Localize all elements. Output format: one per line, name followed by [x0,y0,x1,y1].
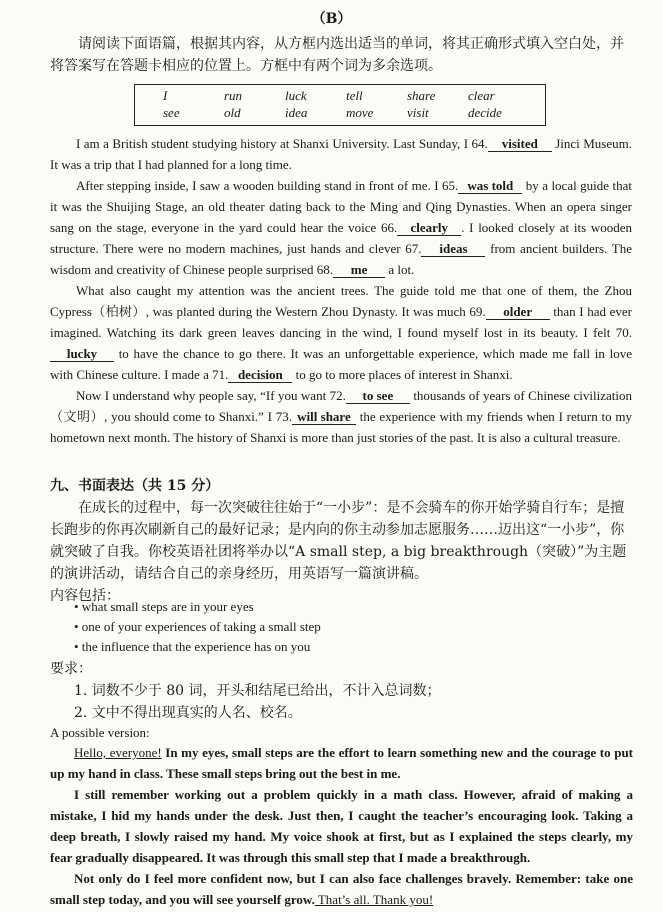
passage-text: I am a British student studying history at Shanxi University. Last Sunday, I 64. [76,136,488,151]
bullet-item: • the influence that the experience has on you [74,639,311,654]
word-option: luck [285,87,307,103]
essay-text: Not only do I feel more confident now, but I can also face challenges bravely. Remember: take one small step today, and you will see yourself grow. [50,871,633,907]
passage-text: a lot. [385,262,415,277]
answer-66: clearly [397,220,461,236]
answer-67: ideas [421,241,485,257]
word-option: decide [468,104,502,120]
passage-text: to go to more places of interest in Shanxi. [292,367,513,382]
model-essay [50,742,633,910]
passage-text: thousands of years of Chinese civilization（文明）, you should come to Shanxi.” I 73. [50,388,632,424]
essay-closing: That’s all. Thank you! [314,892,434,907]
passage-text: the experience with my friends when I return to my hometown next month. The history of Shanxi is more than just stories of the past. It is also a cultural treasure. [50,409,632,445]
answer-70: lucky [50,346,114,362]
word-option: I [163,87,168,103]
passage-text: What also caught my attention was the ancient trees. The guide told me that one of them, the Zhou Cypress（柏树）, was planted during the Western Zhou Dynasty. It was much 69. [50,283,632,319]
prompt-text: 在成长的过程中，每一次突破往往始于“一小步”：是不会骑车的你开始学骑自行车；是擅长跑步的你再次刷新自己的最好记录；是内向的你主动参加志愿服务……迈出这“一小步”，你就突破了自我。你校英语社团将举办以“A small step, a big breakthrough（突破）”为主题的演讲活动，请结合自己的亲身经历，用英语写一篇演讲稿。 [50,500,627,582]
section-heading: （B） [311,11,352,27]
passage-paragraph [50,385,632,448]
answer-65: was told [458,178,522,194]
word-option: move [346,104,374,120]
word-option: run [224,87,243,103]
essay-opening: Hello, everyone! [74,745,162,760]
requirement-item: 2. 文中不得出现真实的人名、校名。 [74,705,302,721]
word-box [134,84,546,126]
possible-version-label: A possible version: [50,725,150,740]
passage-paragraph [50,175,632,280]
passage-text: Now I understand why people say, “If you want 72. [76,388,346,403]
word-option: visit [407,104,429,120]
essay-paragraph [50,868,633,910]
word-option: clear [468,87,495,103]
answer-73: will share [292,409,356,425]
essay-paragraph: I still remember working out a problem quickly in a math class. However, afraid of making a mistake, I hid my hands under the desk. Just then, I caught the teacher’s encouraging look. Taking a deep breath, I slowly raised my hand. My voice shook at first, but as I explained the steps clearly, my fear gradually disappeared. It was through this small step that I made a breakthrough. [50,787,633,865]
answer-71: decision [228,367,292,383]
requirements [50,658,441,724]
passage-paragraph [50,133,632,175]
passage-text: by a local guide that it was the Shuijing Stage, an old theater dating back to the Ming and Qing Dynasties. When an opera singer sang on the stage, everyone in the yard could hear the voice 66. [50,178,632,235]
passage-text: After stepping inside, I saw a wooden building stand in front of me. I 65. [76,178,459,193]
answer-64: visited [488,136,552,152]
content-bullets [74,597,321,657]
task-instruction: 请阅读下面语篇，根据其内容，从方框内选出适当的单词，将其正确形式填入空白处，并将答案写在答题卡相应的位置上。方框中有两个词为多余选项。 [50,36,624,74]
word-option: tell [346,87,363,103]
essay-paragraph [50,742,633,784]
reading-passage [50,133,632,448]
word-table [163,87,529,121]
bullet-item: • one of your experiences of taking a small step [74,619,321,634]
word-option: see [163,104,180,120]
answer-72: to see [346,388,410,404]
requirements-label: 要求： [50,661,92,677]
writing-heading: 九、书面表达（共 15 分） [50,478,220,494]
passage-paragraph [50,280,632,385]
word-option: idea [285,104,308,120]
requirement-item: 1. 词数不少于 80 词，开头和结尾已给出，不计入总词数； [74,683,441,699]
content-label: 内容包括： [50,588,120,604]
passage-text: . I looked closely at its wooden structure. There were no modern machines, just hands and clever 67. [50,220,632,256]
passage-text: to have the chance to go there. It was an unforgettable experience, which made me fall in love with Chinese culture. I made a 71. [50,346,632,382]
writing-prompt [50,497,635,607]
passage-text: from ancient builders. The wisdom and creativity of Chinese people surprised 68. [50,241,632,277]
word-option: share [407,87,436,103]
essay-text: In my eyes, small steps are the effort to learn something new and the courage to put up my hand in class. These small steps bring out the best in me. [50,745,634,781]
passage-text: Jinci Museum. It was a trip that I had planned for a long time. [50,136,632,172]
word-row [163,104,529,121]
word-row [163,87,529,104]
answer-69: older [486,304,550,320]
answer-68: me [333,262,385,278]
bullet-item: • what small steps are in your eyes [74,599,254,614]
word-option: old [224,104,241,120]
passage-text: than I had ever imagined. Watching its dark green leaves dancing in the wind, I found myself lost in its beauty. I felt 70. [50,304,632,340]
